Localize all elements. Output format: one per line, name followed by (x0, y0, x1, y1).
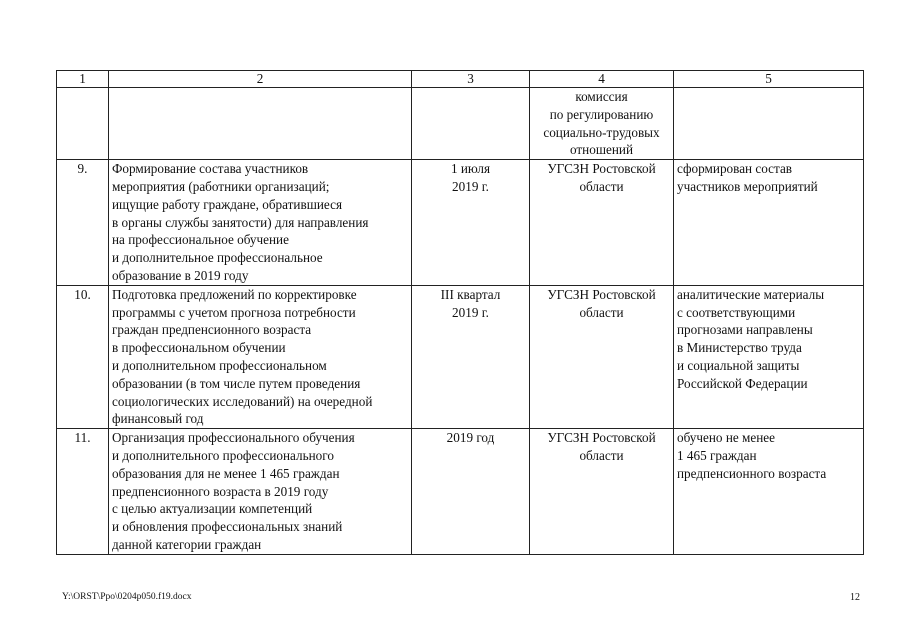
result-line: с соответствующими (677, 304, 796, 320)
result-line: предпенсионного возраста (677, 465, 827, 481)
result-line: 1 465 граждан (677, 447, 757, 463)
activity-cell (109, 160, 412, 286)
column-number-5: 5 (674, 71, 864, 88)
column-number-2: 2 (109, 71, 412, 88)
activity-cell (109, 285, 412, 428)
result-line: аналитические материалы (677, 286, 825, 302)
activity-cell (109, 88, 412, 160)
activity-line: граждан предпенсионного возраста (112, 322, 312, 338)
responsible-line: отношений (569, 142, 633, 158)
table-row (57, 285, 864, 428)
result-cell (674, 285, 864, 428)
result-line: Российской Федерации (677, 375, 808, 391)
activity-line: Подготовка предложений по корректировке (112, 286, 357, 302)
deadline-line: 1 июля (450, 161, 491, 177)
activity-line: социологических исследований) на очередной (112, 393, 373, 409)
activity-line: Организация профессионального обучения (112, 430, 355, 446)
deadline-line: 2019 год (446, 430, 495, 446)
activity-table (56, 70, 864, 555)
activity-line: Формирование состава участников (112, 161, 309, 177)
footer-page-number: 12 (850, 592, 860, 603)
activity-line: на профессиональное обучение (112, 232, 289, 248)
result-line: в Министерство труда (677, 340, 802, 356)
activity-line: образования для не менее 1 465 граждан (112, 465, 340, 481)
result-line: обучено не менее (677, 430, 775, 446)
deadline-line: 2019 г. (452, 178, 489, 194)
deadline-cell (412, 160, 530, 286)
activity-line: и обновления профессиональных знаний (112, 519, 343, 535)
result-line: прогнозами направлены (677, 322, 813, 338)
activity-line: и дополнительное профессиональное (112, 250, 323, 266)
table-row (57, 88, 864, 160)
column-number-1: 1 (57, 71, 109, 88)
row-number-cell: 9. (57, 160, 109, 286)
result-cell (674, 429, 864, 555)
responsible-cell (530, 429, 674, 555)
activity-line: и дополнительном профессиональном (112, 357, 327, 373)
activity-line: мероприятия (работники организаций; (112, 178, 330, 194)
activity-line: в профессиональном обучении (112, 340, 286, 356)
column-number-row (57, 71, 864, 88)
table-row (57, 160, 864, 286)
deadline-cell (412, 429, 530, 555)
deadline-cell (412, 88, 530, 160)
responsible-line: УГСЗН Ростовской (547, 161, 656, 177)
column-number-3: 3 (412, 71, 530, 88)
responsible-line: по регулированию (549, 106, 654, 122)
activity-line: и дополнительного профессионального (112, 447, 334, 463)
activity-cell (109, 429, 412, 555)
activity-line: в органы службы занятости) для направления (112, 214, 369, 230)
responsible-cell (530, 88, 674, 160)
activity-line: финансовый год (112, 411, 204, 427)
activity-line: образовании (в том числе путем проведения (112, 375, 361, 391)
result-line: сформирован состав (677, 161, 793, 177)
table-body (57, 71, 864, 555)
deadline-line: 2019 г. (452, 304, 489, 320)
activity-line: данной категории граждан (112, 536, 262, 552)
activity-line: ищущие работу граждане, обратившиеся (112, 196, 343, 212)
responsible-cell (530, 160, 674, 286)
deadline-line: III квартал (440, 286, 501, 302)
result-line: участников мероприятий (677, 178, 818, 194)
column-number-4: 4 (530, 71, 674, 88)
footer-file-path: Y:\ORST\Ppo\0204p050.f19.docx (62, 592, 192, 602)
responsible-line: области (579, 447, 624, 463)
table-row (57, 429, 864, 555)
responsible-line: области (579, 304, 624, 320)
row-number-cell: 10. (57, 285, 109, 428)
row-number-cell (57, 88, 109, 160)
result-cell (674, 88, 864, 160)
responsible-line: комиссия (575, 89, 628, 104)
activity-line: программы с учетом прогноза потребности (112, 304, 356, 320)
activity-line: предпенсионного возраста в 2019 году (112, 483, 329, 499)
activity-line: с целью актуализации компетенций (112, 501, 313, 517)
responsible-cell (530, 285, 674, 428)
responsible-line: области (579, 178, 624, 194)
activity-line: образование в 2019 году (112, 267, 249, 283)
result-line: и социальной защиты (677, 357, 800, 373)
row-number-cell: 11. (57, 429, 109, 555)
responsible-line: УГСЗН Ростовской (547, 286, 656, 302)
deadline-cell (412, 285, 530, 428)
responsible-line: социально-трудовых (543, 124, 660, 140)
responsible-line: УГСЗН Ростовской (547, 430, 656, 446)
result-cell (674, 160, 864, 286)
